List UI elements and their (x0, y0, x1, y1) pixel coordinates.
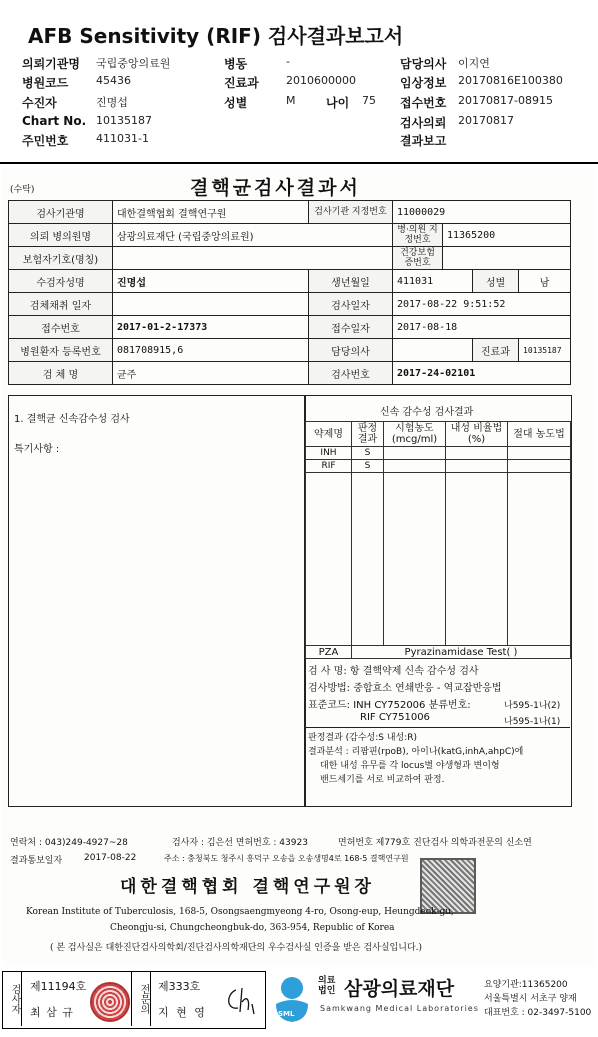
drug-name: INH (306, 447, 352, 460)
field-label: 담당의사 (400, 57, 447, 71)
sensitivity-title: 신속 감수성 검사결과 (380, 407, 474, 418)
tester-license: 제11194호 (30, 980, 87, 993)
sex-label: 성별 (473, 270, 519, 293)
address-en: Korean Institute of Tuberculosis, 168-5, Osongsaengmyeong 4-ro, Osong-eup, Heungdeok-gu, (26, 907, 454, 917)
dob: 411031 (393, 270, 473, 293)
field-label: 수진자 (22, 96, 57, 110)
col-header: 약제명 (306, 422, 352, 447)
insure (113, 247, 393, 270)
field-label: 병원코드 (22, 76, 69, 90)
patient-label: 수검자성명 (9, 270, 113, 293)
test-item: 1. 결핵균 신속감수성 검사 (14, 414, 130, 425)
method-code1: 표준코드: INH CY752006 분류번호: (308, 700, 471, 711)
field-value: 이지연 (458, 57, 490, 70)
contact: 연락처 : 043)249-4927~28 (10, 838, 128, 848)
consign-mark: (수탁) (10, 185, 35, 195)
insure-label: 보험자기호(명칭) (9, 247, 113, 270)
field-value: 75 (362, 94, 376, 107)
lab-no: 11000029 (393, 201, 571, 224)
field-label: 접수번호 (400, 96, 447, 110)
criteria: 판정결과 (감수성:S 내성:R) (308, 733, 418, 743)
doctor (393, 339, 473, 362)
field-label: 진료과 (224, 76, 259, 90)
field-value: M (286, 94, 296, 107)
specialist-label: 전문의 (131, 972, 151, 1026)
method-code2: RIF CY751006 (360, 712, 430, 723)
hosp-label: 의뢰 병의원명 (9, 224, 113, 247)
field-value: 진명섭 (96, 96, 128, 109)
drug-result: S (352, 447, 384, 460)
sex: 남 (519, 270, 571, 293)
method-code2b: 나595-1나(1) (504, 717, 561, 727)
brand-en: Samkwang Medical Laboratories (320, 1004, 479, 1013)
field-value: 411031-1 (96, 132, 149, 145)
dept: 10135187 (519, 339, 571, 362)
lab-name: 대한결핵협회 결핵연구원 (113, 201, 309, 224)
field-value: 45436 (96, 74, 131, 87)
drug-result: S (352, 460, 384, 473)
field-value: - (286, 55, 290, 68)
table-row (306, 460, 571, 473)
specimen-label: 검 체 명 (9, 362, 113, 385)
specimen: 균주 (113, 362, 309, 385)
field-label: Chart No. (22, 114, 87, 128)
test-items-box (8, 395, 306, 807)
divider (305, 727, 570, 728)
brand-name: 삼광의료재단 (344, 978, 455, 1000)
address: 주소 : 충청북도 청주시 흥덕구 오송읍 오송생명4로 168-5 결핵연구원 (164, 854, 409, 863)
official-seal (420, 858, 476, 914)
field-value: 2010600000 (286, 74, 356, 87)
field-value: 20170817-08915 (458, 94, 553, 107)
analysis-line: 밴드세기를 서로 비교하여 판정. (320, 775, 445, 785)
recv-no: 2017-01-2-17373 (113, 316, 309, 339)
field-value: 10135187 (96, 114, 152, 127)
col-header: 절대 농도법 (508, 422, 571, 447)
field-label: 검사의뢰 (400, 116, 447, 130)
drug-name: RIF (306, 460, 352, 473)
specialist-name: 지 현 영 (158, 1006, 207, 1019)
accreditation-notice: ( 본 검사실은 대한진단검사의학회/진단검사의학재단의 우수검사실 인증을 받은 검사실입니다.) (50, 943, 423, 953)
report-date-label: 결과통보일자 (10, 856, 63, 866)
report-date: 2017-08-22 (84, 853, 137, 863)
col-header: 시험농도 (mcg/ml) (384, 422, 446, 447)
brand-phone: 대표번호 : 02-3497-5100 (484, 1008, 592, 1018)
field-label: 주민번호 (22, 134, 69, 148)
field-value: 20170816E100380 (458, 74, 563, 87)
field-label: 병동 (224, 57, 248, 71)
method-name: 검 사 명: 항 결핵약제 신속 감수성 검사 (308, 666, 479, 677)
test-date-label: 검사일자 (309, 293, 393, 316)
health-label: 건강보험 증번호 (393, 247, 443, 270)
reg-label: 병원환자 등록번호 (9, 339, 113, 362)
collect (113, 293, 309, 316)
tester-label: 검사자 (3, 972, 22, 1026)
table-row (306, 447, 571, 460)
recv-date: 2017-08-18 (393, 316, 571, 339)
field-label: 결과보고 (400, 134, 447, 148)
dept-label: 진료과 (473, 339, 519, 362)
institute-name: 대한결핵협회 결핵연구원장 (120, 877, 375, 897)
hosp-no: 11365200 (443, 224, 571, 247)
sml-mark: SML (278, 1010, 295, 1018)
lab-no-label: 검사기관 지정번호 (309, 201, 393, 224)
analysis-line: 결과분석 : 리팜핀(rpoB), 아이나(katG,inhA,ahpC)에 (308, 747, 524, 757)
method-code1b: 나595-1나(2) (504, 701, 561, 711)
report-heading: 결핵균검사결과서 (190, 177, 361, 199)
hosp: 삼광의료재단 (국립중앙의료원) (113, 224, 393, 247)
signature-icon (222, 984, 258, 1018)
analysis-line: 대한 내성 유무를 각 locus별 야생형과 변이형 (320, 761, 500, 771)
pza-value: Pyrazinamidase Test( ) (352, 646, 571, 659)
institution-code: 요양기관:11365200 (484, 980, 568, 990)
recv-date-label: 접수일자 (309, 316, 393, 339)
patient-info-table (8, 200, 571, 385)
license-info: 면허번호 제779호 진단검사 의학과전문의 신소연 (338, 838, 532, 848)
field-value: 20170817 (458, 114, 514, 127)
method-desc: 검사방법: 중합효소 연쇄반응 - 역교잡반응법 (308, 683, 502, 694)
brand-small: 의료법인 (318, 976, 336, 996)
doctor-label: 담당의사 (309, 339, 393, 362)
field-value: 국립중앙의료원 (96, 57, 171, 70)
tester-name: 최 삼 규 (30, 1006, 74, 1019)
test-no: 2017-24-02101 (393, 362, 571, 385)
patient: 진명섭 (113, 270, 309, 293)
hosp-no-label: 병·의원 지정번호 (393, 224, 443, 247)
tester-info: 검사자 : 김은선 면허번호 : 43923 (172, 838, 308, 848)
test-date: 2017-08-22 9:51:52 (393, 293, 571, 316)
field-label: 성별 (224, 96, 248, 110)
address-en: Cheongju-si, Chungcheongbuk-do, 363-954, Republic of Korea (110, 923, 395, 933)
dob-label: 생년월일 (309, 270, 393, 293)
specialist-license: 제333호 (158, 980, 201, 993)
report-title: AFB Sensitivity (RIF) 검사결과보고서 (28, 24, 404, 48)
pza-label: PZA (306, 646, 352, 659)
collect-label: 검체채취 일자 (9, 293, 113, 316)
col-header: 판정 결과 (352, 422, 384, 447)
header-divider (0, 162, 598, 164)
field-label: 임상정보 (400, 76, 447, 90)
lab-name-label: 검사기관명 (9, 201, 113, 224)
remarks-label: 특기사항 : (14, 444, 60, 455)
col-header: 내성 비율법(%) (446, 422, 508, 447)
recv-no-label: 접수번호 (9, 316, 113, 339)
tester-seal (90, 982, 130, 1022)
reg: 081708915,6 (113, 339, 309, 362)
field-label: 나이 (326, 96, 350, 110)
brand-address: 서울특별시 서초구 양재 (484, 994, 577, 1004)
health (443, 247, 571, 270)
sensitivity-table (305, 421, 571, 659)
test-no-label: 검사번호 (309, 362, 393, 385)
field-label: 의뢰기관명 (22, 57, 80, 71)
